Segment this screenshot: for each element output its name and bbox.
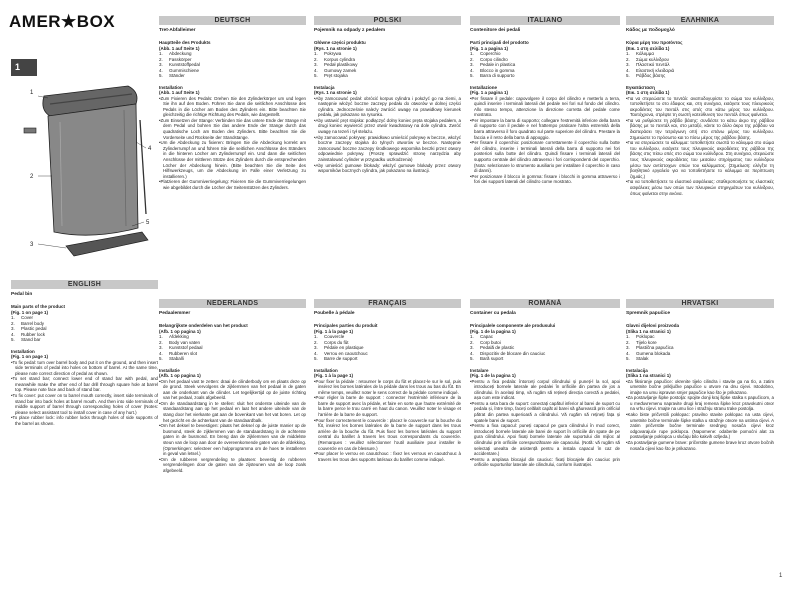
part-label: Gumowy zamek: [324, 67, 357, 73]
list-item: 4. Gumowy zamek: [314, 67, 357, 73]
part-label: Pedală de plastic: [480, 345, 515, 350]
install-step: • Um die Abdeckung zu fixieren: Bringen Sie die Abdeckung korrekt am Zylinderrumpf an und führen Sie die seitlichen Anschlüsse des Ständers in die hinteren Löcher am Zylinderrumpf ein. Und dann die seitlichen Anschlüsse der mittleren Stütze des Zylinders durch die entsprechenden Löcher der Abdeckung hinein. (Bitte beachten Sie die Seite des Hilfswerkzeugs, um die Abdeckung im Falle einer Verletzung zu installieren.): [159, 140, 306, 179]
part-label: Pédale en plastique: [324, 345, 364, 350]
list-item: 5. Barra di supporto: [470, 73, 515, 78]
part-label: Kunststof pedaal: [169, 345, 203, 350]
list-item: 5. Staballi: [159, 356, 184, 361]
list-item: 2. Fasskörper: [159, 56, 192, 62]
part-label: Verrou en caoutchouc: [324, 350, 368, 356]
list-item: 5. Bară suport: [470, 356, 504, 361]
part-label: Fasskörper: [169, 56, 192, 62]
language-header: ENGLISH: [11, 280, 158, 289]
list-item: 3. Pedală de plastic: [470, 345, 515, 350]
part-label: Kunststoffpedal: [169, 62, 200, 67]
product-title: Pojemnik na odpady z pedałem: [314, 28, 386, 33]
language-column: [11, 280, 158, 560]
install-step: • Za postavljanje gumene brave: pričvrstite gumene brave kroz otvore bočnih nosača cijevi kao što je prikazano.: [626, 440, 774, 451]
install-ref: (Fig. 1 a pagina 1): [470, 90, 509, 95]
part-label: Κάλυμμα: [636, 51, 654, 56]
part-label: Korpus cylindra: [324, 56, 356, 62]
list-item: 1. Capac: [470, 334, 494, 339]
install-step: • Za postavljanje šipke postolja: spojite donji kraj šipke stalka s papučicom, a u međuvremenu napravite drugi kraj remena šipke kroz pravokutni otvor na vrhu cijevi. Imajte na umu lice i stražnju stranu trake postolja.: [626, 395, 774, 412]
part-label: Pedale in plastica: [480, 62, 516, 67]
language-column: [470, 16, 620, 276]
list-item: 2. Barrel body: [11, 320, 45, 326]
list-item: 2. Body van vaten: [159, 339, 201, 345]
language-column: [470, 299, 620, 561]
product-title: Κάδος με ποδομοχλό: [626, 28, 675, 33]
language-header: DEUTSCH: [159, 16, 306, 25]
install-step: • To fix cover: put cover on to barrel mouth correctly, insert side terminals of stand bar into back holes at barrel mouth. And then into side terminals of middle support of barrel through corresponding holes of cover (Notes: please select assistant tool to install cover in case of any hurt.): [11, 393, 158, 415]
parts-title: Hauptteile des Produkts: [159, 40, 211, 45]
list-item: 3. Plastic pedal: [11, 326, 47, 331]
part-label: Barrel body: [21, 320, 45, 326]
language-header: FRANÇAIS: [314, 299, 461, 308]
install-step: • Pour fixer correctement le couvercle : placez le couvercle sur la bouche du fût, insérez les bornes latérales de la barre de support dans les trous arrière de la bouche du fût. Puis fixez les bornes latérales du support central du barillet à travers les trous correspondants du couvercle. (Remarques : veuillez sélectionner l'outil auxiliaire pour installer le couvercle en cas de blessure.): [314, 418, 461, 452]
install-step: • Aby ustawić pręt stojaka: podłączyć dolny koniec pręta stojaka pedałem, a drugi koniec wywiercić przez otwór kwadratowy na dole cylindra. Zwróć uwagę na tezeń i tył stelażu.: [314, 118, 461, 135]
install-step: • Pour fixer la pédale : retourner le corps du fût et placez-le sur le sol, puis insérez les bornes latérales de la pédale dans les trous au bas du fût. En même temps, veuillez noter le sens correct de la pédale comme indiqué.: [314, 379, 461, 396]
list-item: 4. Ελαστική κλειδαριά: [626, 67, 675, 73]
install-step: • Per fissare il coperchio: posizionare correttamente il coperchio sulla botte del cilindro, inserire i terminali laterali della barra di supporto nei fori posteriori sulla botte del cilindro. Quindi fissare i terminali laterali del supporto centrale del cilindro attraverso i fori corrispondenti del coperchio. (Nota: selezionare lo strumento ausiliario per installare il coperchio in caso di danni).: [470, 140, 620, 174]
install-title: Instalacija: [626, 367, 648, 373]
install-step: • Για να στερεώσετε το πεντάλ: αναποδογυρίστε το σώμα του κυλίνδρου, τοποθετήστε το στο έδαφος και, στη συνέχεια, εισάγετε τους πλευρικούς ακροδέκτες του πεντάλ στις οπές στο κάτω μέρος του κυλίνδρου. Ταυτόχρονα, στρέψτε τη σωστή κατεύθυνση του πεντάλ όπως φαίνεται.: [626, 96, 774, 118]
rubber-lock: [24, 128, 36, 133]
bin-body: [48, 104, 138, 235]
language-column: [159, 16, 306, 276]
parts-title: Principales parties du produit: [314, 323, 378, 328]
part-label: Body van vaten: [169, 339, 201, 345]
list-item: 2. Corpo cilindro: [470, 56, 508, 62]
install-step: • To place rubber lock: info rubber locks through holes of side supports of the barrel as shown.: [11, 415, 158, 426]
list-item: 3. Kunststof pedaal: [159, 345, 203, 350]
install-step: • Platzieren der Gummiverriegelung: Fixieren Sie die Gummiverriegelungen wie abgebildet durch die Löcher der Seitenstützen des Zylinders.: [159, 179, 306, 190]
product-title: Container cu pedala: [470, 311, 516, 316]
parts-ref: (Fig. 1 on page 1): [11, 309, 49, 315]
install-title: Instalacja: [314, 84, 335, 90]
install-ref: (Εικ. 1 στη σελίδα 1): [626, 90, 670, 95]
list-item: 5. Stand bar: [11, 337, 41, 342]
part-label: Stand bar: [21, 337, 41, 342]
part-label: Plastic pedal: [21, 326, 47, 331]
part-label: Corp butoi: [480, 339, 501, 345]
list-item: 2. Σώμα κυλίνδρου: [626, 56, 669, 62]
install-ref: (Rys. 1 na stronie 1): [314, 90, 357, 95]
list-item: 4. Blocco in gomma: [470, 67, 515, 73]
list-item: 4. Rubber lock: [11, 331, 46, 337]
callout-5: 5: [146, 220, 150, 226]
part-label: Afdekking: [169, 334, 189, 339]
parts-ref: (Fig. 1 à la page 1): [314, 328, 354, 334]
install-step: • Aby zamocować pokrywę: prawidłowo umieścić pokrywę w beczce, włożyć boczne zaczepy stojaka do tylnych otworów w beczce. Następnie zamocować boczne zaczepy środkowego wspornika beczki przez otwory odpowiednie pokrywy. (Proszę sprawdzić stronę narzędzia aby zainstalować cylinder w przypadku uszkodzenia): [314, 135, 461, 163]
install-title: Εγκατάσταση: [626, 84, 655, 90]
install-ref: (Abb. 1 auf Seite 1): [159, 90, 200, 95]
figure-number: 1: [11, 59, 37, 76]
list-item: 3. Plastična papučica: [626, 345, 674, 350]
part-label: Ράβδος βάσης: [636, 73, 666, 78]
list-item: 4. Dispozitiv de blocare din cauciuc: [470, 350, 546, 356]
install-step: • Om het deksel te bevestigen: plaats het deksel op de juiste manier op de busmond, steek de zijklemmen van de standaardstang in de achterste gaten in de busmond. En breng dan de zijklemmen van de middelste steun van de loop aan door de overeenkomende gaten van de afdekking. (Opmerkingen: selecteer een hulpprogramma om de hoes te installeren in geval van letsel.): [159, 423, 306, 457]
product-title: Spremnik papučice: [626, 311, 670, 316]
parts-ref: (Abb. 1 auf Seite 1): [159, 45, 200, 51]
part-label: Stalak: [636, 356, 649, 361]
install-step: • Per posizionare il blocco in gomma: fissare i blocchi in gomma attraverso i fori dei supporti laterali del cilindro come mostrato.: [470, 174, 620, 185]
part-label: Abdeckung: [169, 51, 192, 56]
part-label: Coperchio: [480, 51, 501, 56]
language-column: [314, 299, 461, 561]
language-header: ROMÂNĂ: [470, 299, 620, 308]
list-item: 5. Ράβδος βάσης: [626, 73, 666, 78]
product-title: Contenitore dei pedali: [470, 28, 521, 33]
install-step: • Aby zamocować pedał: obrócić korpus cylindra i położyć go na ziemi, a następnie włożyć boczne zaczepy pedału do otworów w dolnej części cylindra. Jednocześnie należy zwrócić uwagę na prawidłowy kierunek pedału, jak pokazano na rysunku.: [314, 96, 461, 118]
install-step: • Om de standaardstang in te stellen: sluit het onderste uiteinde van de standaardstang aan op het pedaal en laat het andere uiteinde van de stang door het vierkante gat aan de bovenkant van het vat boren. Let op het gezicht en de achterkant van de standaardbalk.: [159, 401, 306, 423]
part-label: Pokrywa: [324, 51, 342, 56]
language-header: NEDERLANDS: [159, 299, 306, 308]
install-title: Installation: [11, 348, 35, 354]
list-item: 2. Korpus cylindra: [314, 56, 356, 62]
list-item: 1. Coperchio: [470, 51, 501, 56]
install-step: • Za fiksiranje papučice: okrenite tijelo cilindra i stavite ga na tlo, a zatim umetnite bočne priključke papučice u otvore na dnu cijevi. Istodobno, imajte na umu ispravan smjer papučice kao što je prikazano.: [626, 379, 774, 396]
list-item: 3. Pedale in plastica: [470, 62, 516, 67]
list-item: 4. Rubberen slot: [159, 350, 198, 356]
parts-title: Belangrijkste onderdelen van het product: [159, 323, 248, 328]
list-item: 1. Pokrywa: [314, 51, 342, 56]
install-step: • Aby umieścić gumowe blokady: włożyć gumowe blokady przez otwory wsporników bocznych cylindra, jak pokazano na ilustracji.: [314, 163, 461, 174]
callout-1: 1: [30, 90, 34, 96]
parts-ref: (Fig. 1 de la pagina 1): [470, 328, 516, 334]
part-label: Barre de support: [324, 356, 358, 361]
list-item: 1. Poklopac: [626, 334, 655, 339]
list-item: 3. Πλαστικό πεντάλ: [626, 62, 670, 67]
list-item: 1. Couvercle: [314, 334, 345, 339]
product-title: Poubelle à pédale: [314, 311, 355, 316]
pedal-bin-illustration: [0, 0, 160, 260]
parts-ref: (Afb. 1 op pagina 1): [159, 328, 201, 334]
install-step: • Pour régler la barre de support : connecter l'extrémité inférieure de la barre de support avec la pédale, et faire en sorte que l'autre extrémité de la barre perce le trou carré en haut du canon. Veuillez noter le visage et l'arrière de la barre de support.: [314, 395, 461, 417]
install-step: • Για να ρυθμίσετε τη ράβδο βάσης: συνδέστε το κάτω άκρο της ράβδου βάσης με το πεντάλ και, στο μεταξύ, κάντε το άλλο άκρο της ράβδου να διαπεράσει την τετράγωνη οπή στο επάνω μέρος του κυλίνδρου. Σημειώστε το πρόσωπο και το πίσω μέρος της ράβδου βάσης.: [626, 118, 774, 140]
part-label: Dispozitiv de blocare din cauciuc: [480, 350, 546, 356]
callout-3: 3: [30, 242, 34, 248]
part-label: Rubberen slot: [169, 350, 198, 356]
list-item: 1. Abdeckung: [159, 51, 192, 56]
language-header: ITALIANO: [470, 16, 620, 25]
install-step: • Zum Einsetzen der Stange: Verbinden Sie das untere Ende der Stange mit dem Pedal und bohren Sie das andere Ende der Stange durch das quadratische Loch am Boden des Zylinders. Bitte beachten Sie die Vorderseite und Rückseite der Standstange.: [159, 118, 306, 140]
install-step: • Για να στερεώσετε το κάλυμμα: τοποθετήστε σωστά το κάλυμμα στο σώμα του κυλίνδρου, εισάγετε τους πλευρικούς ακροδέκτες της ράβδου της βάσης στις πίσω οπές στο σώμα του κυλίνδρου. Στη συνέχεια, στερεώστε τους πλευρικούς ακροδέκτες του μεσαίου στηρίγματος του κυλίνδρου μέσω των αντίστοιχων οπών του καλύμματος. (Σημείωση: ελέγξτε τη βοηθητικό εργαλείο για να τοποθετήσετε το κάλυμμα σε περίπτωση ζημιάς.): [626, 140, 774, 179]
parts-title: Principalele componente ale produsului: [470, 323, 556, 328]
list-item: 3. Pédale en plastique: [314, 345, 364, 350]
install-step: • Per impostare la barra di supporto; collegare l'estremità inferiore della barra di supporto con il pedale e nel frattempo praticare l'altra estremità della barra attraverso il foro quadrato sul parte superiore del cilindro. Prestare la faccia e il retro della barra di appoggio.: [470, 118, 620, 140]
part-label: Couvercle: [324, 334, 345, 339]
install-title: Installation: [314, 367, 338, 373]
callout-4: 4: [148, 146, 152, 152]
part-label: Ständer: [169, 73, 185, 78]
install-step: • Pentru a fixa capacul: puneți capacul pe gura cilindrului în mod corect, introduceți bornele laterale ale barei de suport în orificiile din spate de pe gura cilindrului. Apoi fixați bornele laterale ale suportului din mijloc al cilindrului prin orificiile corespunzătoare ale capacului. (Notă: vă rugăm să selectați unealta de asistență pentru a instala capacul în caz de accidentare.): [470, 423, 620, 457]
callout-2: 2: [30, 174, 34, 180]
part-label: Tijelo kore: [636, 339, 657, 345]
part-label: Corps du fût: [324, 339, 349, 345]
list-item: 3. Kunststoffpedal: [159, 62, 200, 67]
language-column: [314, 16, 461, 276]
language-header: POLSKI: [314, 16, 461, 25]
language-header: ΕΛΛΗΝΙΚΑ: [626, 16, 774, 25]
language-column: [159, 299, 306, 561]
part-label: Bară suport: [480, 356, 504, 361]
install-step: • Pentru a seta bara de suport: conectați capătul inferior al barei de suport cu pedala și, între timp, faceți celălalt capăt al barei să găurească prin orificiul pătrat din partea superioară a cilindrului. Vă rugăm să rețineți fața și spatele barei de suport.: [470, 401, 620, 423]
parts-ref: (Fig. 1 a pagina 1): [470, 45, 509, 51]
stand-bar: [140, 120, 146, 214]
part-label: Gummischiene: [169, 67, 200, 73]
install-ref: (Afb. 1 op pagina 1): [159, 373, 201, 378]
parts-title: Główne części produktu: [314, 40, 366, 45]
install-step: • Pentru a fixa pedala: întorceți corpul cilindrului și puneți-l la sol, apoi introduceți bornele laterale ale pedalei în orificiile din partea de jos a cilindrului. În același timp, vă rugăm să rețineți direcția corectă a pedalei, așa cum este indicat.: [470, 379, 620, 401]
page-number: 1: [779, 573, 783, 579]
part-label: Pedał plastikowy: [324, 62, 358, 67]
list-item: 5. Stalak: [626, 356, 649, 361]
parts-title: Glavni dijelovi proizvoda: [626, 323, 680, 328]
language-column: [626, 16, 774, 276]
parts-ref: (Rys. 1 na stronie 1): [314, 45, 357, 51]
parts-title: Main parts of the product: [11, 304, 65, 309]
install-step: • Για να τοποθετήσετε το ελαστικό ασφάλειας: σταθεροποιήστε τις ελαστικές ασφάλειες μέσω των οπών των πλευρικών στηριγμάτων του κυλίνδρου, όπως φαίνεται στην εικόνα.: [626, 179, 774, 196]
install-step: • Pour placer le verrou en caoutchouc : fixez les verrous en caoutchouc à travers les trous des supports latéraux du barillet comme indiqué.: [314, 451, 461, 462]
part-label: Gumena blokada: [636, 350, 671, 356]
install-title: Installation: [159, 84, 183, 90]
list-item: 1. Cover: [11, 315, 34, 320]
install-ref: (Fig. 1 à la page 1): [314, 373, 354, 378]
install-ref: (Fig. 1 on page 1): [11, 354, 49, 359]
install-step: • Per fissare il pedale: capovolgere il corpo del cilindro e metterlo a terra, quindi inserire i terminali laterali del pedale nei fori sul fondo del cilindro. Allo stesso tempo, attenzione la direzione corretta del pedale come mostrato.: [470, 96, 620, 118]
language-column: [626, 299, 774, 561]
install-step: • To fix pedal: turn over barrel body and put it on the ground, and then insert side terminals of pedal into holes on bottom of barrel. At the same time, please note correct direction of pedal as shown.: [11, 360, 158, 377]
parts-title: Parti principali del prodotto: [470, 40, 529, 45]
install-title: Instalare: [470, 367, 489, 373]
list-item: 2. Corp butoi: [470, 339, 501, 345]
list-item: 3. Pedał plastikowy: [314, 62, 358, 67]
install-step: • Om het pedaal vast te zetten: draai de cilinderbody om en plaats deze op de grond. Steek vervolgens de zijklemmen van het pedaal in de gaten aan de onderkant van de cilinder. Let tegelijkertijd op de juiste richting van het pedaal, zoals afgebeeld.: [159, 379, 306, 401]
install-step: • Kako biste pričvrstili poklopac: pravilno stavite poklopac na usta cijevi, umetnite bočne terminale šipke stalka u stražnje otvore na ustima cijevi. A zatim pričvrstite bočne terminale srednjeg nosača cijevi kroz odgovarajuće rupe poklopca. (Napomene: odaberite pomoćni alat za postavljanje poklopca u slučaju bilo kakvih ozljeda.): [626, 412, 774, 440]
install-title: Installatie: [159, 367, 180, 373]
install-step: • Pentru a amplasa blocajul din cauciuc: fixați blocajele din cauciuc prin orificiile suporturilor laterale ale cilindrului, conform ilustrației.: [470, 457, 620, 468]
list-item: 1. Κάλυμμα: [626, 51, 654, 56]
part-label: Barra di supporto: [480, 73, 515, 78]
list-item: 5. Ständer: [159, 73, 185, 78]
list-item: 4. Gumena blokada: [626, 350, 671, 356]
parts-title: Κύρια μέρη του προϊόντος: [626, 40, 683, 45]
parts-ref: (Slika 1 na stranici 1): [626, 328, 671, 334]
list-item: 2. Corps du fût: [314, 339, 349, 345]
parts-ref: (Εικ. 1 στη σελίδα 1): [626, 45, 670, 51]
part-label: Blocco in gomma: [480, 67, 515, 73]
part-label: Σώμα κυλίνδρου: [636, 56, 669, 62]
pedal: [66, 232, 148, 256]
part-label: Cover: [21, 315, 34, 320]
language-header: HRVATSKI: [626, 299, 774, 308]
product-title: Pedal bin: [11, 292, 33, 297]
brand-logo: AMER★BOX: [9, 12, 116, 31]
part-label: Staballi: [169, 356, 184, 361]
product-title: Pedaalemmer: [159, 311, 191, 316]
install-step: • Zum Fixieren des Pedals: Drehen Sie den Zylinderkörper um und legen Sie ihn auf den Boden. Führen Sie dann die seitlichen Anschlüsse des Pedals in die Löcher am Boden des Zylinders ein. Bitte beachten Sie gleichzeitig die richtige Richtung des Pedals, wie dargestellt.: [159, 96, 306, 118]
part-label: Pręt stojaka: [324, 73, 348, 78]
part-label: Corpo cilindro: [480, 56, 508, 62]
part-label: Capac: [480, 334, 494, 339]
list-item: 4. Verrou en caoutchouc: [314, 350, 368, 356]
install-title: Installazione: [470, 84, 498, 90]
list-item: 2. Tijelo kore: [626, 339, 657, 345]
install-ref: (Slika 1 na stranici 1): [626, 373, 671, 378]
install-step: • Om de rubberen vergrendeling te plaatsen: bevestig de rubberen vergrendelingen door de gaten van de zijsteunen van de loop zoals afgebeeld.: [159, 457, 306, 474]
part-label: Rubber lock: [21, 331, 46, 337]
list-item: 5. Pręt stojaka: [314, 73, 348, 78]
list-item: 4. Gummischiene: [159, 67, 200, 73]
part-label: Plastična papučica: [636, 345, 674, 350]
list-item: 1. Afdekking: [159, 334, 189, 339]
list-item: 5. Barre de support: [314, 356, 358, 361]
product-title: Tret-Abfalleimer: [159, 28, 196, 33]
part-label: Ελαστική κλειδαριά: [636, 67, 675, 73]
install-ref: (Fig. 1 de la pagina 1): [470, 373, 516, 378]
install-step: • To set stand bar; connect lower end of stand bar with pedal, and meanwhile make the other end of bar drill through square hole at barrel top. Please note face and back of stand bar.: [11, 376, 158, 393]
part-label: Πλαστικό πεντάλ: [636, 62, 670, 67]
part-label: Poklopac: [636, 334, 655, 339]
